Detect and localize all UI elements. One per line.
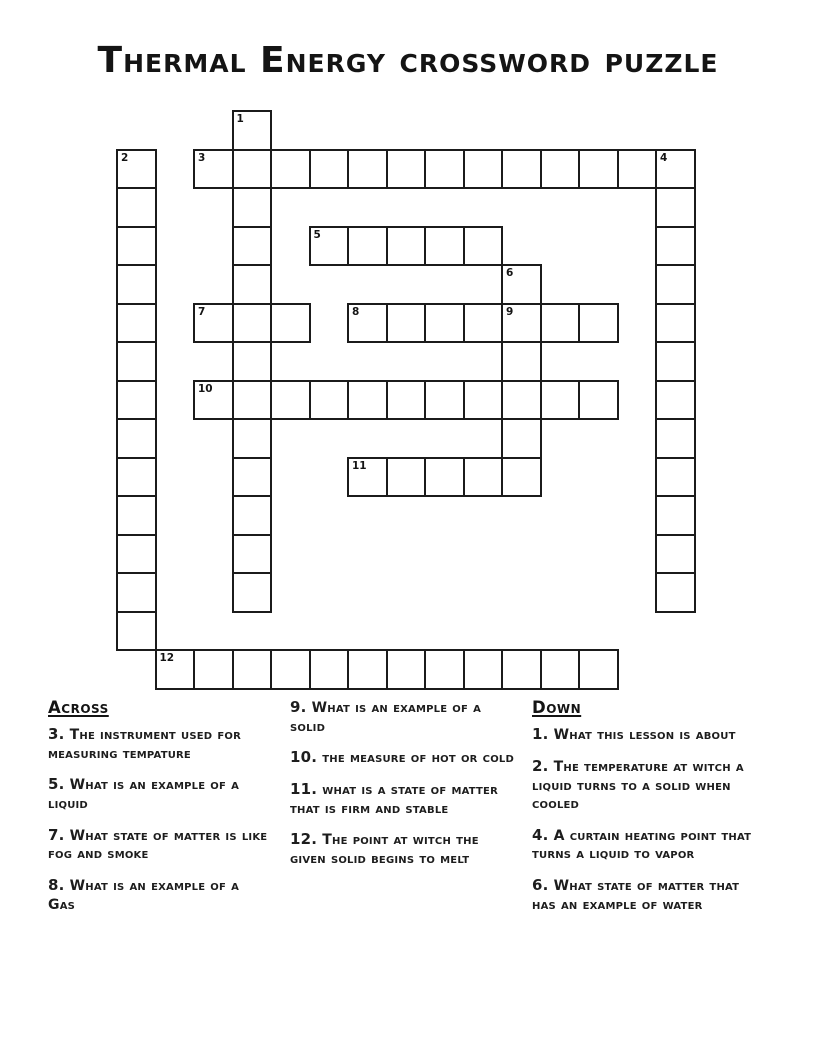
clue-number: 12. [290, 830, 318, 849]
grid-cell[interactable] [386, 303, 427, 344]
grid-cell[interactable] [116, 380, 157, 421]
clue-text: What state of matter is like fog and smoke [48, 827, 268, 863]
grid-cell[interactable] [309, 649, 350, 690]
grid-cell[interactable] [655, 380, 696, 421]
grid-cell[interactable] [116, 187, 157, 228]
clue-number: 2. [532, 756, 549, 775]
cell-number: 2 [121, 151, 129, 164]
grid-cell[interactable] [578, 380, 619, 421]
clue-number: 1. [532, 725, 549, 743]
grid-cell[interactable] [386, 149, 427, 190]
grid-cell[interactable] [501, 149, 542, 190]
grid-cell[interactable] [578, 649, 619, 690]
grid-cell[interactable] [655, 341, 696, 382]
grid-cell[interactable] [309, 149, 350, 190]
cell-number: 6 [506, 267, 514, 279]
grid-cell[interactable] [655, 187, 696, 228]
grid-cell[interactable] [463, 226, 504, 267]
grid-cell[interactable] [501, 341, 542, 382]
clue-across-5 [48, 775, 268, 813]
grid-cell[interactable] [116, 149, 157, 190]
grid-cell[interactable] [424, 457, 465, 498]
page-title: Thermal Energy crossword puzzle [97, 40, 719, 81]
grid-cell[interactable] [270, 380, 311, 421]
grid-cell[interactable] [232, 110, 273, 151]
grid-cell[interactable] [347, 226, 388, 267]
grid-cell[interactable] [116, 226, 157, 267]
grid-cell[interactable] [655, 226, 696, 267]
clue-text: What is an example of a solid [290, 700, 482, 735]
clue-text: What state of matter that has an example of water [532, 877, 740, 913]
grid-cell[interactable] [424, 149, 465, 190]
grid-cell[interactable] [424, 649, 465, 690]
cell-number: 9 [506, 305, 514, 318]
grid-cell[interactable] [116, 534, 157, 575]
grid-cell[interactable] [501, 303, 542, 344]
down-clues-column [532, 698, 764, 926]
grid-cell[interactable] [309, 226, 350, 267]
across-clues-column-2 [290, 698, 514, 881]
clue-number: 9. [290, 698, 307, 716]
grid-cell[interactable] [347, 149, 388, 190]
clue-text: The point at witch the given solid begins to melt [290, 832, 479, 868]
grid-cell[interactable] [193, 303, 234, 344]
grid-cell[interactable] [270, 149, 311, 190]
grid-cell[interactable] [232, 418, 273, 459]
grid-cell[interactable] [232, 187, 273, 228]
grid-cell[interactable] [116, 264, 157, 305]
grid-cell[interactable] [232, 534, 273, 575]
grid-cell[interactable] [232, 457, 273, 498]
clue-text: The instrument used for measuring tempature [48, 727, 241, 762]
grid-cell[interactable] [116, 303, 157, 344]
clue-across-3 [48, 725, 268, 763]
grid-cell[interactable] [232, 495, 273, 536]
grid-cell[interactable] [270, 649, 311, 690]
cell-number: 10 [198, 382, 213, 395]
grid-cell[interactable] [463, 380, 504, 421]
grid-cell[interactable] [116, 341, 157, 382]
cell-number: 11 [352, 459, 367, 472]
clue-down-1 [532, 725, 764, 745]
grid-cell[interactable] [617, 149, 658, 190]
clue-number: 6. [532, 875, 549, 894]
clue-number: 7. [48, 825, 65, 844]
cell-number: 7 [198, 305, 206, 318]
clue-number: 5. [48, 775, 65, 794]
cell-number: 1 [236, 113, 244, 125]
grid-cell[interactable] [232, 226, 273, 267]
grid-cell[interactable] [463, 457, 504, 498]
grid-cell[interactable] [270, 303, 311, 344]
clue-across-7 [48, 826, 268, 864]
grid-cell[interactable] [424, 380, 465, 421]
grid-cell[interactable] [116, 418, 157, 459]
clue-across-9 [290, 698, 514, 736]
grid-cell[interactable] [232, 572, 273, 613]
clue-text: the measure of hot or cold [322, 750, 514, 767]
clue-across-12 [290, 830, 514, 868]
grid-cell[interactable] [347, 303, 388, 344]
grid-cell[interactable] [463, 649, 504, 690]
grid-cell[interactable] [386, 649, 427, 690]
grid-cell[interactable] [501, 418, 542, 459]
clue-number: 4. [532, 825, 549, 844]
clue-across-8 [48, 876, 268, 914]
clue-text: What is an example of a Gas [48, 877, 240, 913]
grid-cell[interactable] [232, 380, 273, 421]
grid-cell[interactable] [116, 495, 157, 536]
grid-cell[interactable] [193, 149, 234, 190]
grid-cell[interactable] [463, 149, 504, 190]
clue-number: 8. [48, 875, 65, 894]
grid-cell[interactable] [655, 495, 696, 536]
grid-cell[interactable] [386, 457, 427, 498]
across-heading: Across [48, 698, 109, 717]
grid-cell[interactable] [193, 380, 234, 421]
grid-cell[interactable] [540, 149, 581, 190]
grid-cell[interactable] [193, 649, 234, 690]
grid-cell[interactable] [578, 149, 619, 190]
grid-cell[interactable] [655, 457, 696, 498]
grid-cell[interactable] [232, 264, 273, 305]
clue-text: What is an example of a liquid [48, 777, 240, 813]
grid-cell[interactable] [578, 303, 619, 344]
clue-text: What this lesson is about [553, 727, 736, 743]
grid-cell[interactable] [232, 149, 273, 190]
grid-cell[interactable] [655, 534, 696, 575]
cell-number: 3 [198, 151, 206, 164]
clue-number: 10. [290, 748, 318, 767]
grid-cell[interactable] [116, 572, 157, 613]
cell-number: 4 [660, 151, 668, 164]
clue-text: The temperature at witch a liquid turns to a solid when cooled [532, 758, 744, 813]
grid-cell[interactable] [501, 380, 542, 421]
clue-down-6 [532, 876, 764, 914]
grid-cell[interactable] [116, 457, 157, 498]
grid-cell[interactable] [655, 264, 696, 305]
grid-cell[interactable] [501, 264, 542, 305]
grid-cell[interactable] [347, 649, 388, 690]
grid-cell[interactable] [386, 226, 427, 267]
grid-cell[interactable] [501, 457, 542, 498]
clue-across-10 [290, 748, 514, 768]
cell-number: 5 [313, 228, 321, 241]
grid-cell[interactable] [655, 149, 696, 190]
clue-across-11 [290, 780, 514, 818]
grid-cell[interactable] [424, 303, 465, 344]
grid-cell[interactable] [386, 380, 427, 421]
clue-down-4 [532, 826, 764, 864]
grid-cell[interactable] [347, 380, 388, 421]
grid-cell[interactable] [347, 457, 388, 498]
cell-number: 8 [352, 305, 360, 318]
grid-cell[interactable] [424, 226, 465, 267]
across-clues-column-1 [48, 698, 268, 926]
grid-cell[interactable] [655, 572, 696, 613]
clue-number: 11. [290, 780, 318, 799]
grid-cell[interactable] [540, 303, 581, 344]
clue-number: 3. [48, 725, 65, 743]
grid-cell[interactable] [232, 341, 273, 382]
grid-cell[interactable] [232, 303, 273, 344]
grid-cell[interactable] [655, 418, 696, 459]
grid-cell[interactable] [232, 649, 273, 690]
grid-cell[interactable] [540, 649, 581, 690]
down-heading: Down [532, 698, 582, 717]
grid-cell[interactable] [540, 380, 581, 421]
grid-cell[interactable] [655, 303, 696, 344]
grid-cell[interactable] [463, 303, 504, 344]
clue-down-2 [532, 757, 764, 814]
cell-number: 12 [159, 652, 175, 664]
grid-cell[interactable] [309, 380, 350, 421]
grid-cell[interactable] [155, 649, 196, 690]
clue-text: what is a state of matter that is firm and stable [290, 782, 498, 817]
clue-text: A curtain heating point that turns a liquid to vapor [532, 827, 752, 863]
grid-cell[interactable] [501, 649, 542, 690]
grid-cell[interactable] [116, 611, 157, 652]
